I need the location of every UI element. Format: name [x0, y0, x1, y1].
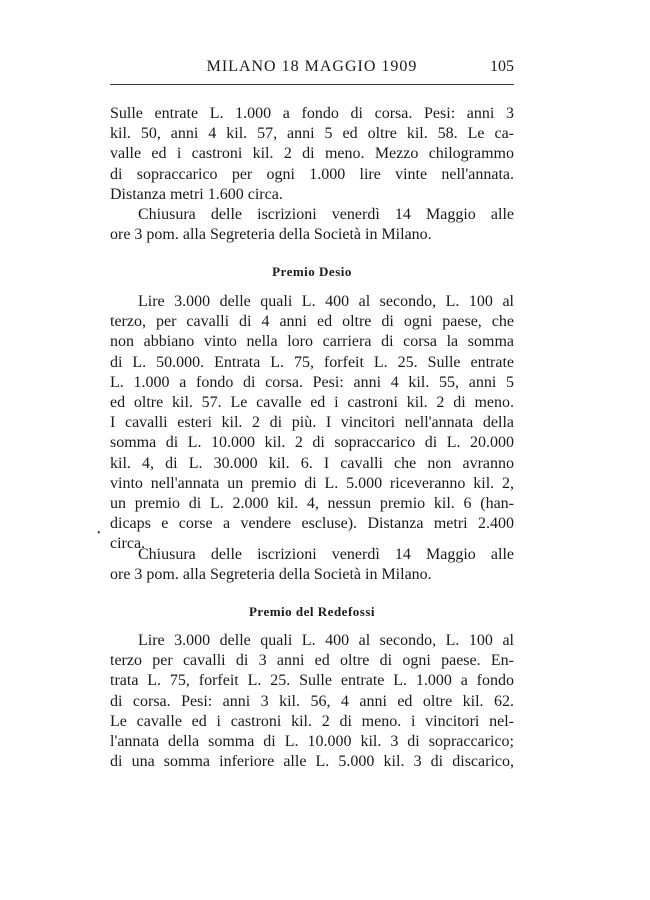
text-line: I cavalli esteri kil. 2 di più. I vincitori nell'annata della	[110, 414, 514, 432]
text-line: Distanza metri 1.600 circa.	[110, 185, 283, 203]
text-line: Chiusura delle iscrizioni venerdì 14 Maggio alle	[138, 206, 514, 223]
text-line: terzo, per cavalli di 4 anni ed oltre di ogni paese, che	[110, 313, 514, 331]
text-line: Le cavalle ed i castroni kil. 2 di meno. i vincitori nel-	[110, 712, 514, 730]
text-line: valle ed i castroni kil. 2 di meno. Mezzo chilogrammo	[110, 145, 514, 163]
text-line: somma di L. 10.000 kil. 2 di sopraccarico di L. 20.000	[110, 434, 514, 452]
text-line: trata L. 75, forfeit L. 25. Sulle entrate L. 1.000 a fondo	[110, 672, 514, 690]
text-line: di sopraccarico per ogni 1.000 lire vinte nell'annata.	[110, 165, 514, 183]
desio-paragraph	[110, 292, 514, 554]
text-line: di una somma inferiore alle L. 5.000 kil. 3 di discarico,	[110, 753, 514, 771]
text-line: Chiusura delle iscrizioni venerdì 14 Maggio alle	[138, 546, 514, 563]
text-line: Lire 3.000 delle quali L. 400 al secondo, L. 100 al	[138, 293, 514, 310]
text-line: l'annata della somma di L. 10.000 kil. 3 di sopraccarico;	[110, 732, 514, 750]
text-line: Sulle entrate L. 1.000 a fondo di corsa. Pesi: anni 3	[110, 105, 514, 122]
margin-mark: •	[97, 528, 101, 539]
text-line: ed oltre kil. 57. Le cavalle ed i castroni kil. 2 di meno.	[110, 393, 514, 411]
text-line: di L. 50.000. Entrata L. 75, forfeit L. 25. Sulle entrate	[110, 353, 514, 371]
text-line: dicaps e corse a vendere escluse). Distanza metri 2.400	[110, 515, 514, 533]
text-line: non abbiano vinto nella loro carriera di corsa la somma	[110, 333, 514, 351]
text-line: vinto nell'annata un premio di L. 5.000 riceveranno kil. 2,	[110, 474, 514, 492]
page-number: 105	[490, 58, 514, 75]
text-line: ore 3 pom. alla Segreteria della Società in Milano.	[110, 226, 432, 244]
redefossi-paragraph	[110, 631, 514, 772]
text-line: ore 3 pom. alla Segreteria della Società in Milano.	[110, 566, 432, 584]
running-header	[110, 58, 514, 82]
header-rule	[110, 84, 514, 85]
desio-closing-paragraph	[110, 545, 514, 585]
text-line: L. 1.000 a fondo di corsa. Pesi: anni 4 kil. 55, anni 5	[110, 373, 514, 391]
text-line: terzo per cavalli di 3 anni ed oltre di ogni paese. En-	[110, 652, 514, 670]
text-line: Lire 3.000 delle quali L. 400 al secondo, L. 100 al	[138, 632, 514, 649]
text-line: kil. 4, di L. 30.000 kil. 6. I cavalli che non avranno	[110, 454, 514, 472]
text-line: un premio di L. 2.000 kil. 4, nessun premio kil. 6 (han-	[110, 494, 514, 512]
text-line: di corsa. Pesi: anni 3 kil. 56, 4 anni ed oltre kil. 62.	[110, 692, 514, 710]
closing-paragraph	[110, 205, 514, 245]
continuation-paragraph	[110, 104, 514, 205]
text-line: circa.	[110, 535, 146, 553]
text-line: kil. 50, anni 4 kil. 57, anni 5 ed oltre kil. 58. Le ca-	[110, 125, 514, 143]
section-heading-redefossi: Premio del Redefossi	[248, 604, 376, 619]
header-title: MILANO 18 MAGGIO 1909	[206, 58, 418, 75]
section-heading-desio: Premio Desio	[272, 264, 352, 279]
